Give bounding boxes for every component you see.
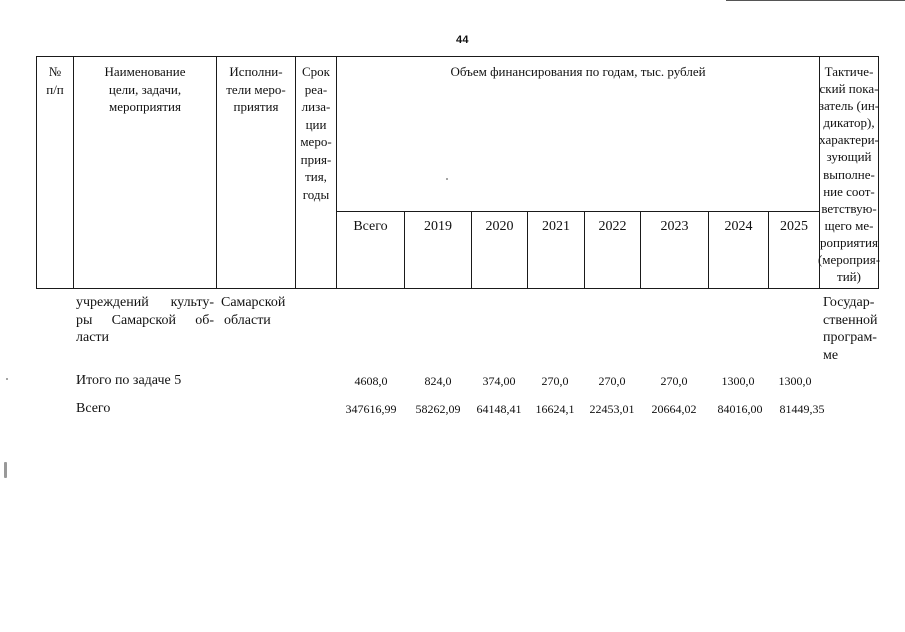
indicator-line: Государ- [823, 295, 875, 310]
row-value: 270,0 [541, 374, 569, 388]
header-year: 2022 [598, 219, 627, 234]
name-line-word: ры [76, 312, 93, 328]
row-value: 81449,35 [779, 402, 825, 416]
row-value: 58262,09 [415, 402, 461, 416]
header-year: 2021 [542, 219, 570, 234]
name-line-word: об- [195, 312, 214, 328]
row-value: 84016,00 [717, 402, 763, 416]
continuation-name [76, 294, 214, 347]
header-year: 2025 [780, 219, 808, 234]
executor-line: области [224, 312, 271, 328]
scan-speck [6, 378, 8, 380]
indicator-line: ственной [823, 312, 878, 328]
row-value: 824,0 [424, 374, 452, 388]
row-value: 64148,41 [476, 402, 522, 416]
continuation-indicator [823, 294, 885, 364]
header-indicator: Тактиче- ский пока- затель (ин- дикатор), характери- зующий выполне- ние соот- ветствую- щего ме- роприятия (мероприя- тий) [817, 64, 881, 285]
row-value: 270,0 [660, 374, 688, 388]
header-year: 2023 [660, 219, 689, 234]
header-bottom-border [36, 288, 879, 289]
header-number: № п/п [46, 64, 64, 97]
row-label: Итого по задаче 5 [76, 373, 182, 388]
scan-speck [446, 178, 448, 180]
row-value: 270,0 [598, 374, 626, 388]
row-value: 1300,0 [778, 374, 812, 388]
indicator-line: ме [823, 347, 839, 363]
page-number: 44 [456, 34, 469, 46]
row-label: Всего [76, 401, 111, 416]
header-financing: Объем финансирования по годам, тыс. рублей [450, 64, 706, 79]
name-line-word: Самарской [111, 312, 176, 328]
row-value: 1300,0 [721, 374, 755, 388]
top-edge-rule [726, 0, 905, 1]
row-value: 374,00 [482, 374, 516, 388]
name-line: ласти [76, 330, 110, 345]
row-value: 20664,02 [651, 402, 697, 416]
scan-speck [4, 462, 7, 478]
row-value: 22453,01 [589, 402, 635, 416]
indicator-line: програм- [823, 330, 877, 345]
row-value: 16624,1 [535, 402, 575, 416]
col-border [336, 56, 337, 289]
header-term: Срок реа- лиза- ции меро- прия- тия, годы [300, 64, 332, 202]
name-line-word: учреждений [76, 295, 149, 310]
header-year: 2024 [724, 219, 753, 234]
executor-line: Самарской [221, 295, 286, 310]
row-value: 4608,0 [354, 374, 388, 388]
continuation-executor [221, 294, 297, 329]
name-line-word: культу- [170, 295, 214, 310]
header-executor: Исполни- тели меро- приятия [226, 64, 286, 114]
header-top-border [36, 56, 879, 57]
header-year: 2019 [424, 219, 452, 234]
header-name: Наименование цели, задачи, мероприятия [104, 64, 186, 114]
header-year-total: Всего [353, 219, 388, 234]
row-value: 347616,99 [345, 402, 397, 416]
header-year: 2020 [485, 219, 514, 234]
years-top-border [336, 211, 820, 212]
